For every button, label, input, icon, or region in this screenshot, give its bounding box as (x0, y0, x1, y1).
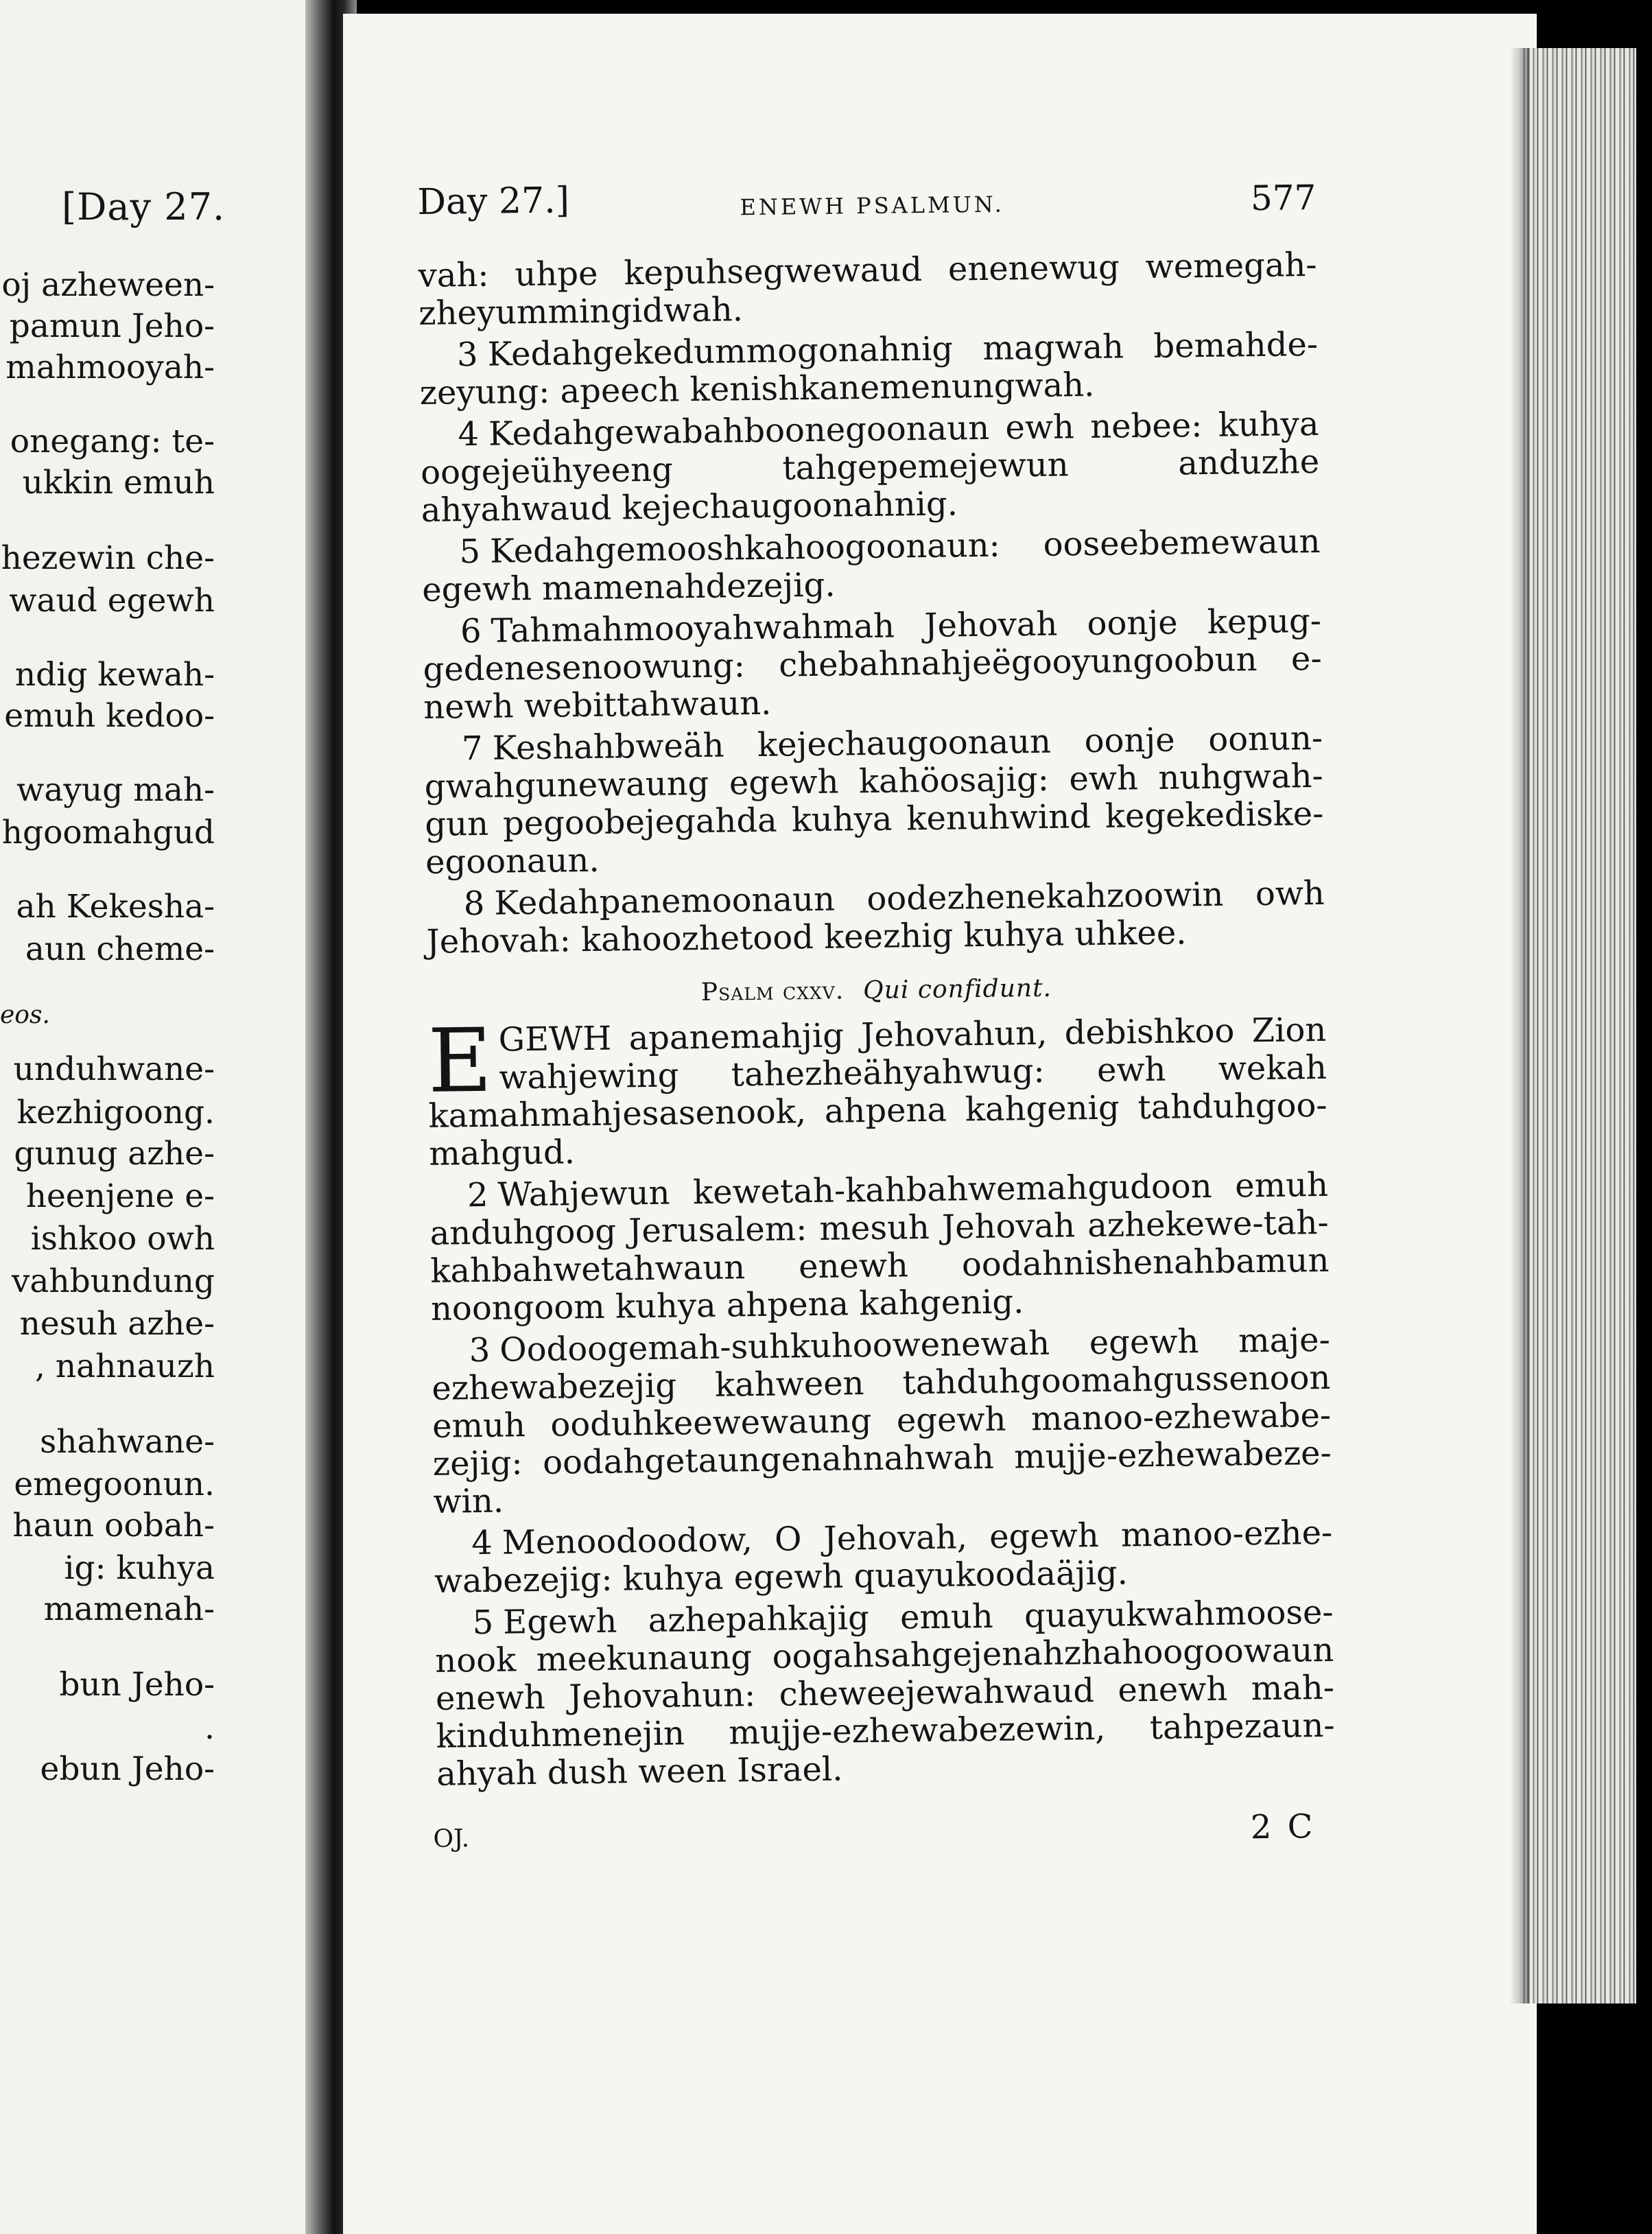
left-page-line: ishkoo owh (30, 1220, 215, 1258)
verse-text: Oodoogemah-suhkuhoowenewah egewh maje-ezhewabezejig kahween tahduhgoomahgussenoon emuh ooduhkeewewaung egewh manoo-ezhewabe-zejig: oodahgetaungenahnahwah mujje-ezhewabeze-win. (432, 1320, 1332, 1521)
left-page-line: aun cheme- (25, 930, 215, 968)
left-page-line: , nahnauzh (34, 1348, 215, 1385)
verse-number: 8 (463, 884, 485, 924)
left-page-line: onegang: te- (10, 423, 215, 460)
verse-number: 5 (472, 1603, 494, 1643)
verse (434, 1514, 1333, 1601)
verse-text: GEWH apanemahjig Jehovahun, debishkoo Zion wahjewing tahezheähyahwug: ewh wekah kamahmahjesasenook, ahpena kahgenig tahduhgoo-mahgud. (428, 1010, 1328, 1173)
left-page-line: kezhigoong. (16, 1094, 215, 1131)
verse (431, 1321, 1332, 1521)
left-page-line: ig: kuhya (64, 1549, 215, 1587)
psalm-number: Psalm cxxv. (700, 976, 845, 1007)
verse-number: 4 (458, 414, 480, 454)
signature-line (433, 1807, 1336, 1873)
left-page-line: nesuh azhe- (19, 1305, 215, 1343)
verse-text: Tahmahmooyahwahmah Jehovah oonje kepug-gedenesenoowung: chebahnahjeëgooyungoobun e-newh webittahwaun. (423, 601, 1322, 727)
psalm-incipit: Qui confidunt. (862, 974, 1052, 1005)
verse-text: Kedahpanemoonaun oodezhenekahzoowin owh Jehovah: kahoozhetood keezhig kuhya uhkee. (426, 873, 1325, 961)
verse-text: Egewh azhepahkajig emuh quayukwahmoose-nook meekunaung oogahsahgejenahzhahoogoowaun enewh Jehovahun: cheweejewahwaud enewh mah-kinduhmenejin mujje-ezhewabezewin, tahpezaun-ahyah dush ween Israel. (434, 1592, 1335, 1794)
left-page-line: ukkin emuh (22, 464, 215, 502)
verse-number: 4 (471, 1523, 493, 1563)
verse (429, 1166, 1330, 1328)
verse-continuation (418, 246, 1317, 333)
page-number: 577 (1250, 177, 1317, 219)
verse (420, 405, 1320, 530)
verse (426, 875, 1325, 961)
verse (434, 1594, 1335, 1794)
page-top-mark (1211, 14, 1218, 23)
verse-text: Menoodoodow, O Jehovah, egewh manoo-ezhe-wabezejig: kuhya egewh quayukoodaäjig. (434, 1513, 1333, 1601)
left-page-line: gunug azhe- (14, 1135, 215, 1173)
verse-text: Keshahbweäh kejechaugoonaun oonje oonun-gwahgunewaung egewh kahöosajig: ewh nuhgwah-gun pegoobejegahda kuhya kenuhwind kegekediske-egoonaun. (424, 718, 1324, 882)
left-page-line: . (204, 1709, 215, 1747)
left-page-line: oj azheween- (1, 266, 215, 304)
verse-number: 5 (459, 532, 481, 572)
running-head-day: Day 27.] (417, 180, 570, 223)
left-page-text (0, 0, 305, 2234)
signature-left: OJ. (433, 1824, 470, 1853)
left-page-header: [Day 27. (62, 185, 226, 228)
verse (424, 720, 1325, 882)
verse-number: 6 (460, 611, 482, 651)
psalm-125-heading (427, 971, 1325, 1010)
page-fore-edge (1520, 48, 1636, 2003)
verse-number: 2 (467, 1175, 488, 1215)
left-page-line: emuh kedoo- (4, 697, 215, 735)
psalm-124-tail (418, 246, 1325, 961)
psalm-125 (427, 1011, 1336, 1794)
left-page-line: hgoomahgud (1, 814, 215, 851)
verse (423, 602, 1323, 727)
verse-text: Wahjewun kewetah-kahbahwemahgudoon emuh anduhgoog Jerusalem: mesuh Jehovah azhekewe-tah-kahbahwetahwaun enewh oodahnishenahbamun noongoom kuhya ahpena kahgenig. (429, 1165, 1330, 1328)
left-page-line: ah Kekesha- (16, 888, 215, 926)
left-page-line: mahmooyah- (5, 349, 215, 386)
left-page-line: mamenah- (43, 1590, 215, 1628)
drop-cap: E (427, 1009, 493, 1113)
left-page-line: eos. (0, 1001, 50, 1029)
verse-first (427, 1011, 1328, 1173)
left-page-line: emegoonun. (14, 1466, 215, 1503)
verse-text: Kedahgewabahboonegoonaun ewh nebee: kuhya oogejeühyeeng tahgepemejewun anduzhe ahyahwaud kejechaugoonahnig. (420, 404, 1320, 530)
verse-number: 7 (461, 729, 483, 768)
verse-number: 3 (456, 335, 478, 375)
left-page-line: haun oobah- (12, 1507, 215, 1544)
left-page-line: pamun Jeho- (9, 307, 215, 345)
left-facing-page (0, 0, 305, 2234)
running-head (417, 171, 1317, 257)
page-content (417, 171, 1336, 1873)
running-head-title: ENEWH PSALMUN. (740, 191, 1005, 221)
verse-text: Kedahgekedummogonahnig magwah bemahde-zeyung: apeech kenishkanemenungwah. (419, 325, 1319, 412)
left-page-line: hezewin che- (1, 539, 215, 577)
verse (419, 326, 1319, 412)
left-page-line: waud egewh (9, 582, 215, 620)
signature-mark: 2 C (1250, 1807, 1316, 1847)
fore-edge-shadow (1509, 48, 1530, 2003)
verse-text: vah: uhpe kepuhsegwewaud enenewug wemegah-zheyummingidwah. (418, 245, 1317, 333)
verse-text: Kedahgemooshkahoogoonaun: ooseebemewaun egewh mamenahdezejig. (421, 521, 1321, 609)
left-page-line: wayug mah- (16, 771, 215, 809)
left-page-line: bun Jeho- (59, 1666, 215, 1704)
left-page-line: heenjene e- (25, 1177, 215, 1215)
verse-number: 3 (469, 1330, 491, 1370)
verse (421, 523, 1321, 609)
left-page-line: ebun Jeho- (40, 1750, 215, 1788)
left-page-line: vahbundung (11, 1262, 215, 1300)
left-page-line: unduhwane- (13, 1050, 215, 1088)
left-page-line: ndig kewah- (14, 656, 215, 694)
left-page-line: shahwane- (40, 1423, 215, 1461)
